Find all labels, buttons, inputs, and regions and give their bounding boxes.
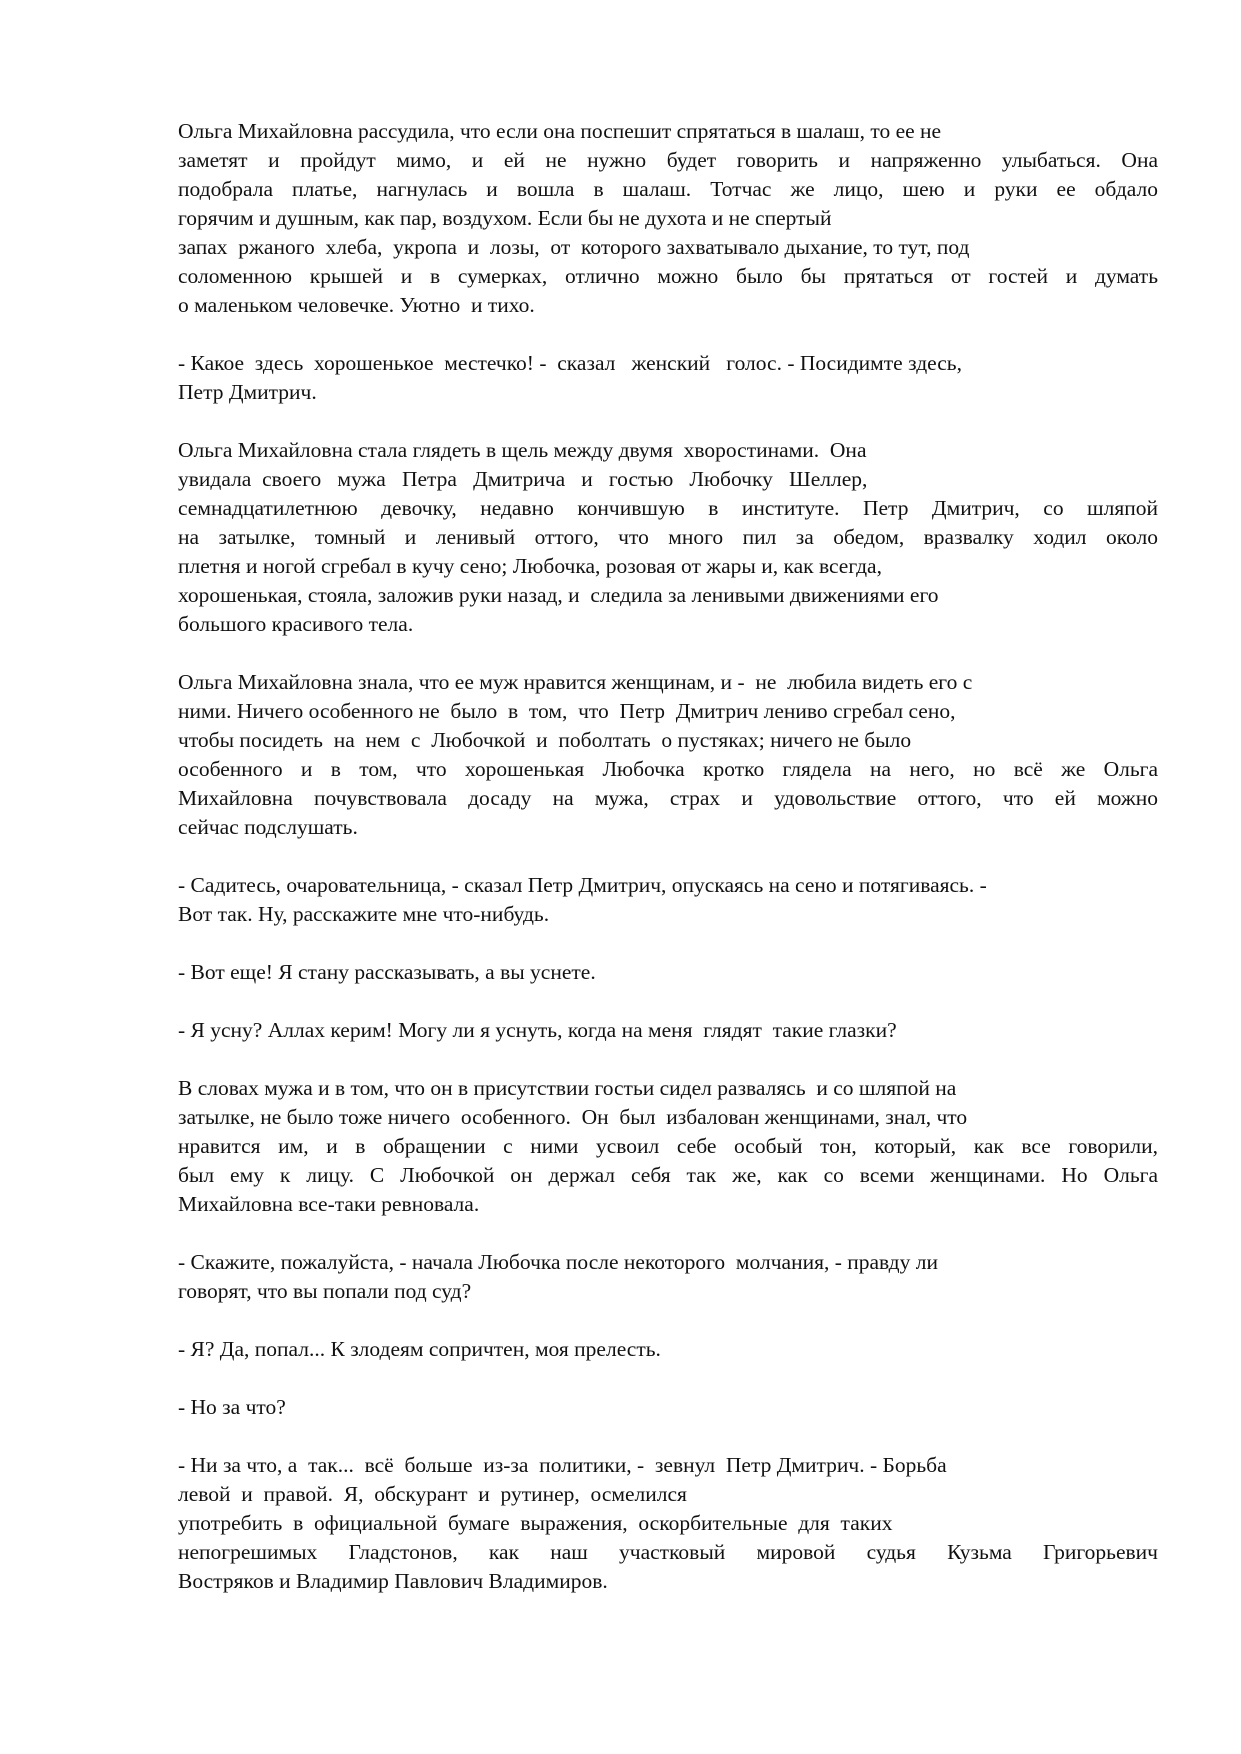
- text-line: Михайловна почувствовала досаду на мужа, страх и удовольствие оттого, что ей можно: [178, 786, 1158, 810]
- text-line: семнадцатилетнюю девочку, недавно кончившую в институте. Петр Дмитрич, со шляпой: [178, 496, 1158, 520]
- paragraph: [178, 1335, 1158, 1364]
- text-line: сейчас подслушать.: [178, 815, 358, 839]
- paragraph: [178, 958, 1158, 987]
- paragraph: [178, 1248, 1158, 1306]
- paragraph: [178, 668, 1158, 842]
- text-line: подобрала платье, нагнулась и вошла в шалаш. Тотчас же лицо, шею и руки ее обдало: [178, 177, 1158, 201]
- text-line: горячим и душным, как пар, воздухом. Если бы не духота и не спертый: [178, 206, 832, 230]
- text-line: увидала своего мужа Петра Дмитрича и гостью Любочку Шеллер,: [178, 467, 868, 491]
- text-line: соломенною крышей и в сумерках, отлично можно было бы прятаться от гостей и думать: [178, 264, 1158, 288]
- text-line: Ольга Михайловна стала глядеть в щель между двумя хворостинами. Она: [178, 438, 867, 462]
- text-line: Ольга Михайловна знала, что ее муж нравится женщинам, и - не любила видеть его с: [178, 670, 973, 694]
- paragraph: [178, 349, 1158, 407]
- text-line: - Садитесь, очаровательница, - сказал Петр Дмитрич, опускаясь на сено и потягиваясь. -: [178, 873, 987, 897]
- text-line: плетня и ногой сгребал в кучу сено; Любочка, розовая от жары и, как всегда,: [178, 554, 882, 578]
- paragraph: [178, 1393, 1158, 1422]
- text-line: запах ржаного хлеба, укропа и лозы, от которого захватывало дыхание, то тут, под: [178, 235, 970, 259]
- paragraph: [178, 1016, 1158, 1045]
- text-line: особенного и в том, что хорошенькая Любочка кротко глядела на него, но всё же Ольга: [178, 757, 1158, 781]
- text-line: употребить в официальной бумаге выражения, оскорбительные для таких: [178, 1511, 893, 1535]
- document-text: [178, 117, 1158, 1625]
- text-line: Михайловна все-таки ревновала.: [178, 1192, 480, 1216]
- text-line: В словах мужа и в том, что он в присутствии гостьи сидел развалясь и со шляпой на: [178, 1076, 957, 1100]
- text-line: Ольга Михайловна рассудила, что если она поспешит спрятаться в шалаш, то ее не: [178, 119, 942, 143]
- text-line: на затылке, томный и ленивый оттого, что много пил за обедом, вразвалку ходил около: [178, 525, 1158, 549]
- text-line: нравится им, и в обращении с ними усвоил себе особый тон, который, как все говорили,: [178, 1134, 1158, 1158]
- paragraph: [178, 117, 1158, 320]
- paragraph: [178, 1451, 1158, 1596]
- text-line: непогрешимых Гладстонов, как наш участковый мировой судья Кузьма Григорьевич: [178, 1540, 1158, 1564]
- text-line: - Я усну? Аллах керим! Могу ли я уснуть, когда на меня глядят такие глазки?: [178, 1018, 897, 1042]
- text-line: говорят, что вы попали под суд?: [178, 1279, 472, 1303]
- text-line: большого красивого тела.: [178, 612, 414, 636]
- text-line: заметят и пройдут мимо, и ей не нужно будет говорить и напряженно улыбаться. Она: [178, 148, 1158, 172]
- text-line: - Я? Да, попал... К злодеям сопричтен, моя прелесть.: [178, 1337, 661, 1361]
- text-line: - Какое здесь хорошенькое местечко! - сказал женский голос. - Посидимте здесь,: [178, 351, 962, 375]
- paragraph: [178, 1074, 1158, 1219]
- text-line: Востряков и Владимир Павлович Владимиров.: [178, 1569, 608, 1593]
- paragraph: [178, 871, 1158, 929]
- text-line: затылке, не было тоже ничего особенного. Он был избалован женщинами, знал, что: [178, 1105, 968, 1129]
- text-line: - Вот еще! Я стану рассказывать, а вы уснете.: [178, 960, 596, 984]
- text-line: - Ни за что, а так... всё больше из-за политики, - зевнул Петр Дмитрич. - Борьба: [178, 1453, 947, 1477]
- text-line: левой и правой. Я, обскурант и рутинер, осмелился: [178, 1482, 687, 1506]
- text-line: был ему к лицу. С Любочкой он держал себя так же, как со всеми женщинами. Но Ольга: [178, 1163, 1158, 1187]
- text-line: - Скажите, пожалуйста, - начала Любочка после некоторого молчания, - правду ли: [178, 1250, 938, 1274]
- text-line: - Но за что?: [178, 1395, 286, 1419]
- text-line: ними. Ничего особенного не было в том, что Петр Дмитрич лениво сгребал сено,: [178, 699, 956, 723]
- text-line: чтобы посидеть на нем с Любочкой и поболтать о пустяках; ничего не было: [178, 728, 912, 752]
- paragraph: [178, 436, 1158, 639]
- text-line: Вот так. Ну, расскажите мне что-нибудь.: [178, 902, 550, 926]
- text-line: о маленьком человечке. Уютно и тихо.: [178, 293, 535, 317]
- text-line: Петр Дмитрич.: [178, 380, 317, 404]
- text-line: хорошенькая, стояла, заложив руки назад, и следила за ленивыми движениями его: [178, 583, 939, 607]
